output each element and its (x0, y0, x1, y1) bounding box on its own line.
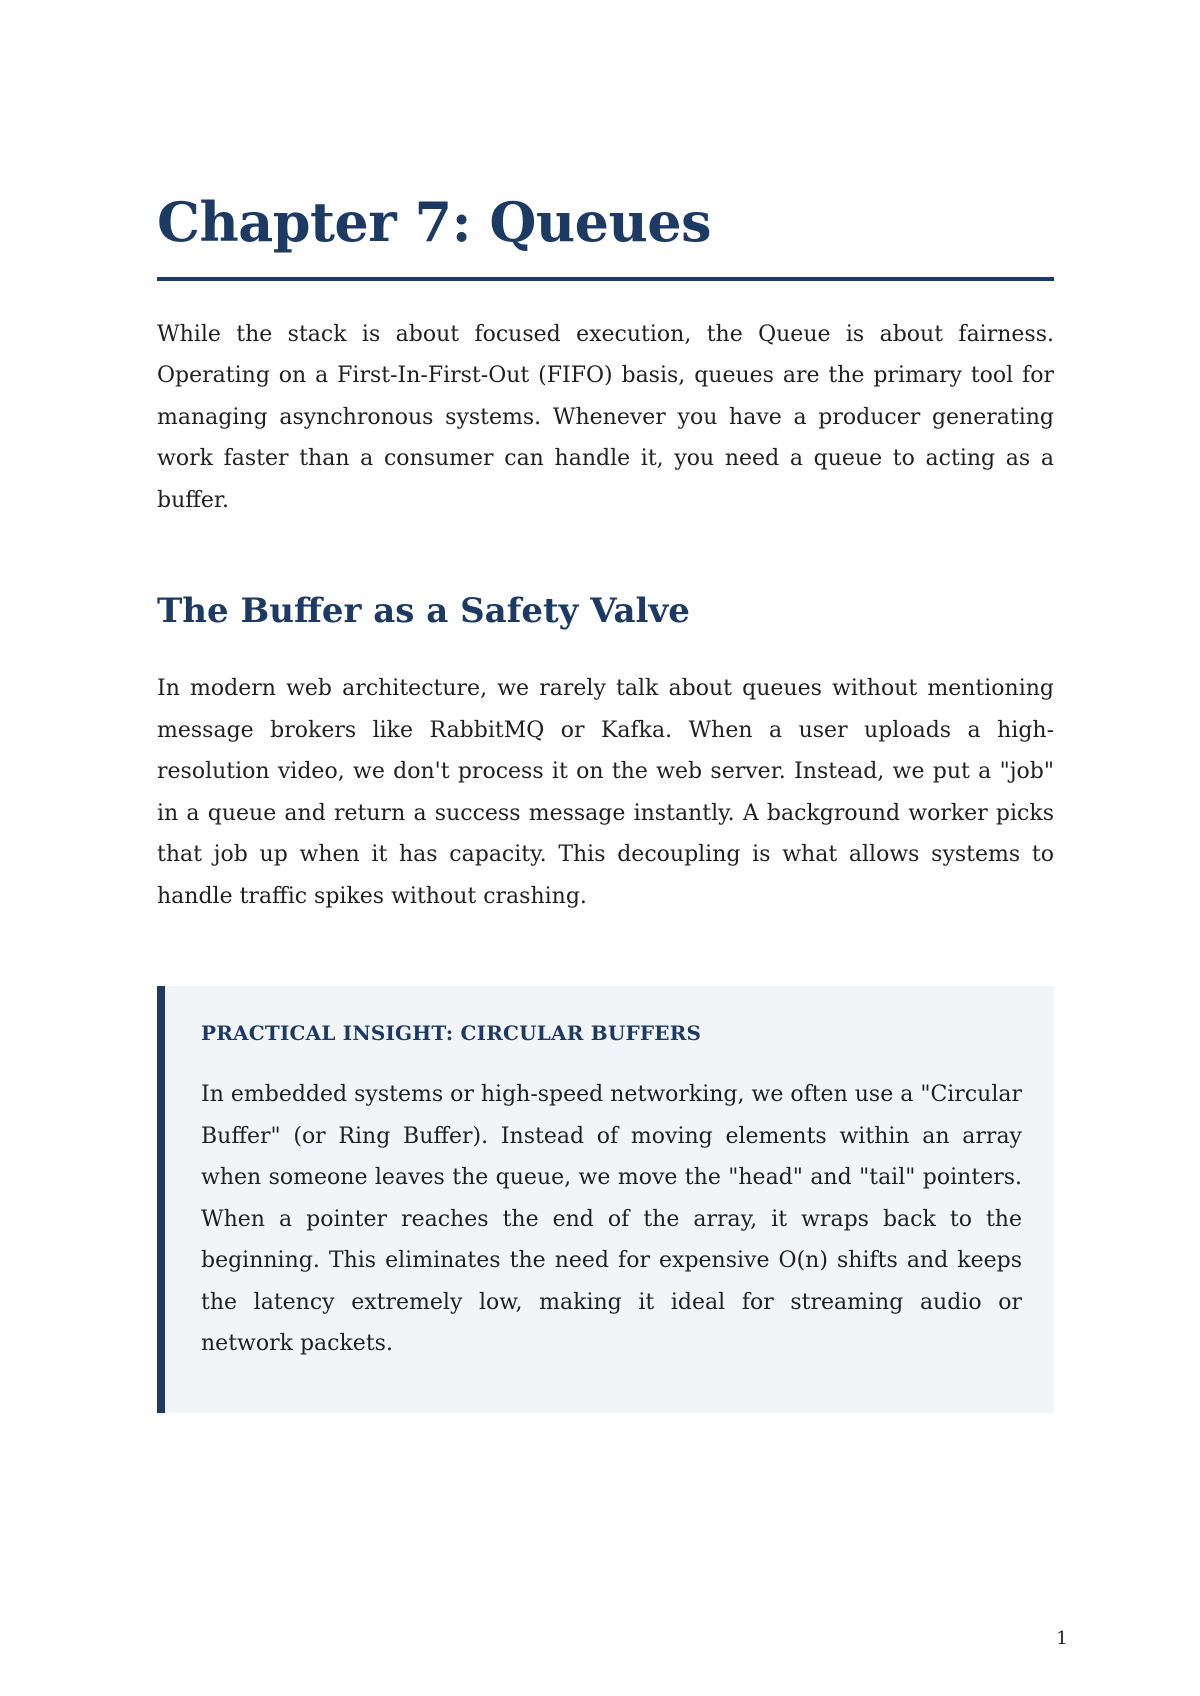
page-number: 1 (1056, 1628, 1068, 1649)
callout-paragraph: In embedded systems or high-speed networking, we often use a "Circular Buffer" (or Ring Buffer). Instead of moving elements within an array when someone leaves the queue, we move the "head" and "tail" pointers. When a pointer reaches the end of the array, it wraps back to the beginning. This eliminates the need for expensive O(n) shifts and keeps the latency extremely low, making it ideal for streaming audio or network packets. (201, 1082, 1022, 1357)
section-heading: The Buffer as a Safety Valve (157, 591, 690, 632)
callout-title: PRACTICAL INSIGHT: CIRCULAR BUFFERS (201, 1021, 702, 1046)
intro-paragraph: While the stack is about focused execution, the Queue is about fairness. Operating on a First-In-First-Out (FIFO) basis, queues are the primary tool for managing asynchronous systems. Whenever you have a producer generating work faster than a consumer can handle it, you need a queue to acting as a buffer. (157, 321, 1054, 513)
title-divider (157, 277, 1054, 281)
chapter-title: Chapter 7: Queues (157, 190, 712, 254)
practical-insight-callout (157, 986, 1054, 1413)
document-page (157, 190, 1054, 1413)
section-paragraph: In modern web architecture, we rarely talk about queues without mentioning message brokers like RabbitMQ or Kafka. When a user uploads a high-resolution video, we don't process it on the web server. Instead, we put a "job" in a queue and return a success message instantly. A background worker picks that job up when it has capacity. This decoupling is what allows systems to handle traffic spikes without crashing. (157, 676, 1054, 909)
